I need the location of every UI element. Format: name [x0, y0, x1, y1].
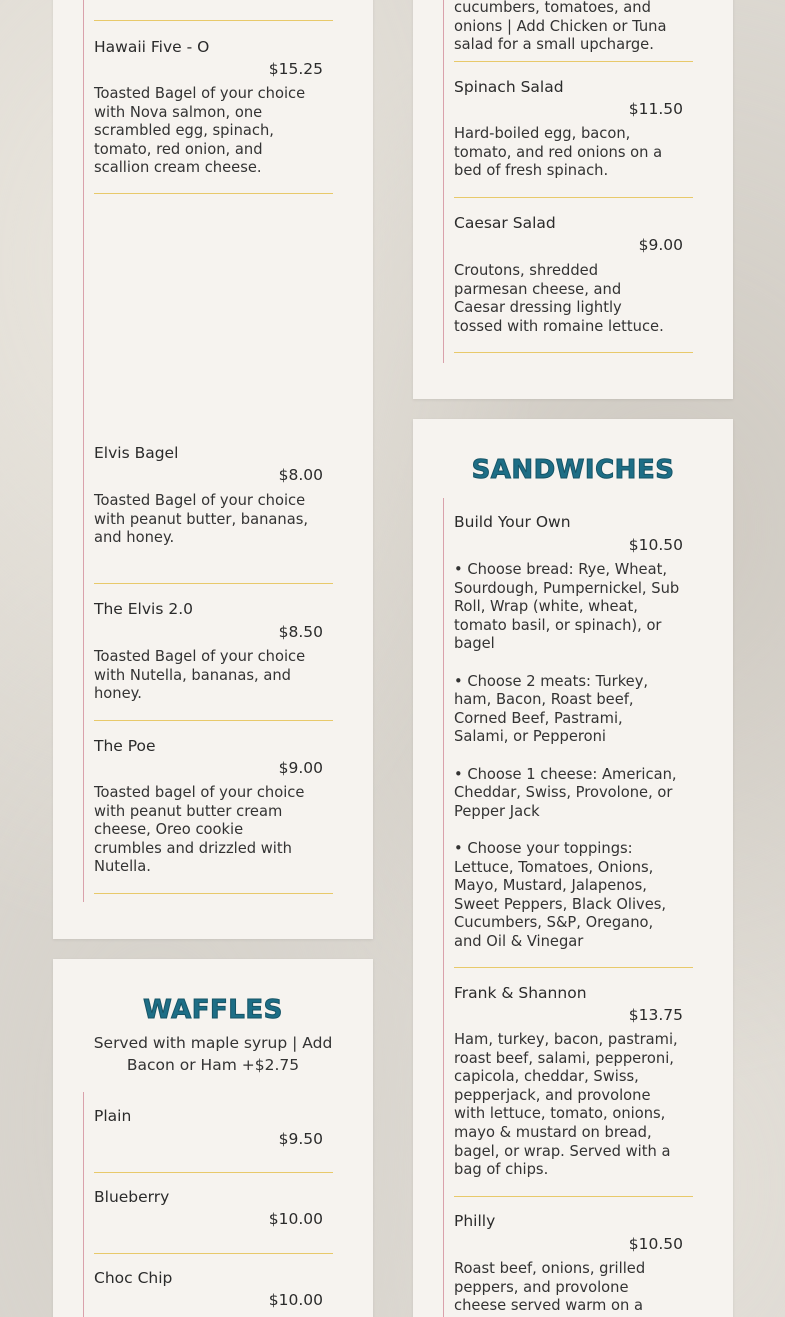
item-price: $10.50 — [628, 1235, 683, 1253]
item-name: Blueberry — [94, 1188, 170, 1206]
item-price: $8.00 — [278, 466, 323, 484]
sandwiches-card — [413, 419, 733, 1317]
waffles-item-list — [83, 1092, 333, 1317]
item-description: Roast beef, onions, grilled peppers, and provolone cheese served warm on a — [454, 1260, 646, 1315]
item-price: $8.50 — [278, 623, 323, 641]
salads-item-list — [443, 0, 693, 363]
item-description: cucumbers, tomatoes, and onions | Add Chicken or Tuna salad for a small upcharge. — [454, 0, 667, 54]
menu-item — [94, 0, 333, 21]
waffles-card — [53, 959, 373, 1317]
item-name: Hawaii Five - O — [94, 38, 210, 56]
item-description: Toasted bagel of your choice with peanut butter cream cheese, Oreo cookie crumbles and drizzled with Nutella. — [94, 784, 305, 876]
item-description: Toasted Bagel of your choice with peanut butter, bananas, and honey. — [94, 492, 309, 547]
menu-item — [454, 198, 693, 353]
item-price: $11.50 — [628, 100, 683, 118]
item-name: Spinach Salad — [454, 78, 564, 96]
menu-item — [454, 498, 693, 968]
item-description: Toasted Bagel of your choice with Nova salmon, one scrambled egg, spinach, tomato, red onion, and scallion cream cheese. — [94, 85, 306, 177]
item-price: $9.00 — [638, 236, 683, 254]
menu-item — [94, 444, 333, 584]
salads-card — [413, 0, 733, 399]
item-name: Elvis Bagel — [94, 444, 179, 462]
item-name: The Elvis 2.0 — [94, 600, 193, 618]
item-name: Caesar Salad — [454, 214, 556, 232]
item-description: • Choose bread: Rye, Wheat, Sourdough, Pumpernickel, Sub Roll, Wrap (white, wheat, tomato basil, or spinach), or bagel • Choose 2 meats: Turkey, ham, Bacon, Roast beef, Corned Beef, Pastrami, Salami, or Pepperoni • Choose 1 cheese: American, Cheddar, Swiss, Provolone, or Pepper Jack • Choose your toppings: Lettuce, Tomatoes, Onions, Mayo, Mustard, Jalapenos, Sweet Peppers, Black Olives, Cucumbers, S&P, Oregano, and Oil & Vinegar — [454, 561, 680, 950]
section-subtitle: Served with maple syrup | Add Bacon or Ham +$2.75 — [93, 1034, 333, 1074]
item-name: The Poe — [94, 737, 156, 755]
item-name: Philly — [454, 1212, 496, 1230]
item-name: Choc Chip — [94, 1269, 173, 1287]
menu-item — [454, 968, 693, 1197]
bagels-card — [53, 0, 373, 939]
menu-item — [454, 1197, 693, 1317]
menu-item — [94, 1173, 333, 1254]
item-price: $10.00 — [268, 1210, 323, 1228]
sandwiches-item-list — [443, 498, 693, 1317]
menu-item — [94, 584, 333, 721]
menu-item — [94, 1092, 333, 1173]
item-description: Croutons, shredded parmesan cheese, and Caesar dressing lightly tossed with romaine lettuce. — [454, 262, 664, 335]
item-price: $9.50 — [278, 1130, 323, 1148]
item-price: $13.75 — [628, 1006, 683, 1024]
item-description: Toasted Bagel of your choice with Nutella, bananas, and honey. — [94, 648, 306, 703]
bagels-item-list — [83, 0, 333, 902]
item-price: $9.00 — [278, 759, 323, 777]
item-description: Ham, turkey, bacon, pastrami, roast beef, salami, pepperoni, capicola, cheddar, Swiss, pepperjack, and provolone with lettuce, tomato, onions, mayo & mustard on bread, bagel, or wrap. Served with a bag of chips. — [454, 1031, 678, 1179]
menu-item — [94, 721, 333, 894]
menu-item — [94, 1254, 333, 1317]
item-name: Build Your Own — [454, 513, 571, 531]
item-price: $15.25 — [268, 60, 323, 78]
item-name: Frank & Shannon — [454, 984, 587, 1002]
menu-item — [454, 0, 693, 62]
item-price: $10.00 — [268, 1291, 323, 1309]
menu-item — [94, 21, 333, 194]
item-name: Plain — [94, 1107, 132, 1125]
section-title: WAFFLES — [143, 995, 283, 1025]
item-description: Hard-boiled egg, bacon, tomato, and red onions on a bed of fresh spinach. — [454, 125, 663, 180]
item-price: $10.50 — [628, 536, 683, 554]
section-title: SANDWICHES — [471, 455, 675, 485]
menu-item — [454, 62, 693, 198]
